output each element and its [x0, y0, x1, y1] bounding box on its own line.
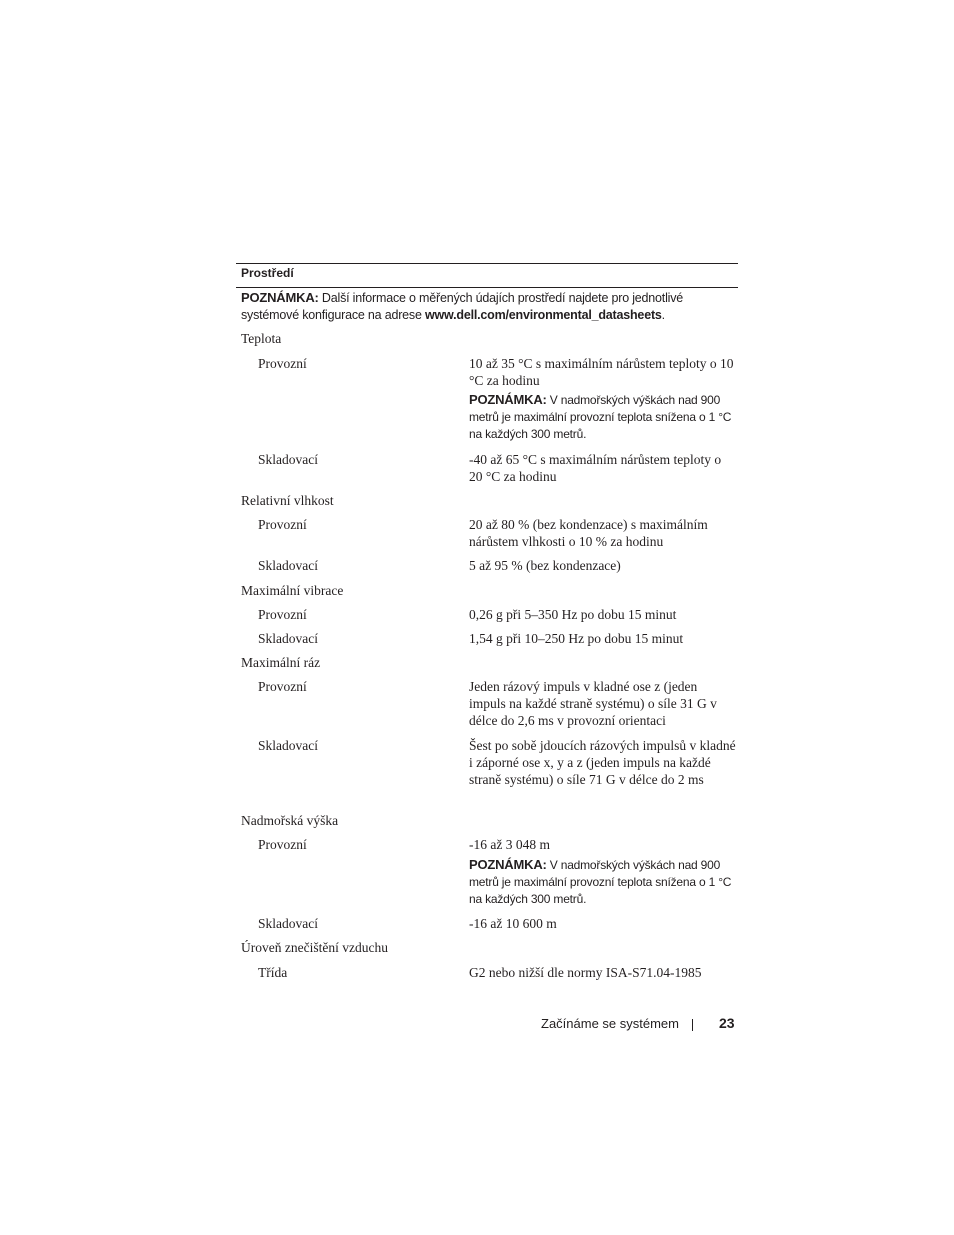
znecisteni-trida-value: G2 nebo nižší dle normy ISA-S71.04-1985 [469, 965, 702, 980]
footer-chapter: Začínáme se systémem [541, 1016, 679, 1031]
category-vibrace: Maximální vibrace [241, 583, 344, 598]
page-number: 23 [719, 1015, 735, 1031]
footer-separator [692, 1019, 693, 1031]
vyska-provozni-label: Provozní [258, 837, 307, 852]
raz-skladovaci-label: Skladovací [258, 738, 318, 753]
vlhkost-skladovaci-label: Skladovací [258, 558, 318, 573]
vyska-provozni-value: -16 až 3 048 m [469, 837, 550, 852]
environment-note [241, 289, 738, 324]
vibrace-provozni-value: 0,26 g při 5–350 Hz po dobu 15 minut [469, 607, 677, 622]
teplota-skladovaci-label: Skladovací [258, 452, 318, 467]
vlhkost-provozni-label: Provozní [258, 517, 307, 532]
vyska-note-text: V nadmořských výškách nad 900 metrů je maximální provozní teplota snížena o 1 °C na každých 300 metrů. [469, 858, 732, 906]
teplota-skladovaci-value: -40 až 65 °C s maximálním nárůstem teploty o 20 °C za hodinu [469, 452, 722, 484]
vibrace-provozni-label: Provozní [258, 607, 307, 622]
raz-skladovaci-value: Šest po sobě jdoucích rázových impulsů v kladné i záporné ose x, y a z (jeden impuls na každé straně systému) o síle 71 G v délce do 2 ms [469, 738, 736, 787]
table-header-rule [236, 287, 738, 288]
note-label: POZNÁMKA: [241, 290, 319, 305]
table-top-rule [236, 263, 738, 264]
section-title: Prostředí [241, 266, 294, 280]
znecisteni-trida-label: Třída [258, 965, 288, 980]
vyska-skladovaci-label: Skladovací [258, 916, 318, 931]
vibrace-skladovaci-label: Skladovací [258, 631, 318, 646]
vlhkost-provozni-value: 20 až 80 % (bez kondenzace) s maximálním nárůstem vlhkosti o 10 % za hodinu [469, 517, 708, 549]
vibrace-skladovaci-value: 1,54 g při 10–250 Hz po dobu 15 minut [469, 631, 684, 646]
teplota-provozni-label: Provozní [258, 356, 307, 371]
teplota-note-text: V nadmořských výškách nad 900 metrů je maximální provozní teplota snížena o 1 °C na každých 300 metrů. [469, 393, 732, 441]
category-teplota: Teplota [241, 331, 282, 346]
vyska-provozni-note [469, 856, 737, 908]
raz-provozni-value: Jeden rázový impuls v kladné ose z (jeden impuls na každé straně systému) o síle 31 G v délce do 2,6 ms v provozní orientaci [469, 679, 717, 728]
note-text: Další informace o měřených údajích prostředí najdete pro jednotlivé systémové konfigurace na adrese [241, 291, 684, 322]
note-url: www.dell.com/environmental_datasheets [425, 308, 662, 322]
category-vlhkost: Relativní vlhkost [241, 493, 334, 508]
teplota-provozni-note [469, 391, 737, 443]
category-znecisteni: Úroveň znečištění vzduchu [241, 940, 388, 955]
category-raz: Maximální ráz [241, 655, 321, 670]
raz-provozni-label: Provozní [258, 679, 307, 694]
category-vyska: Nadmořská výška [241, 813, 339, 828]
vyska-note-label: POZNÁMKA: [469, 857, 547, 872]
vyska-skladovaci-value: -16 až 10 600 m [469, 916, 557, 931]
teplota-provozni-value: 10 až 35 °C s maximálním nárůstem teploty o 10 °C za hodinu [469, 356, 734, 388]
note-end: . [661, 308, 665, 322]
vlhkost-skladovaci-value: 5 až 95 % (bez kondenzace) [469, 558, 621, 573]
teplota-note-label: POZNÁMKA: [469, 392, 547, 407]
